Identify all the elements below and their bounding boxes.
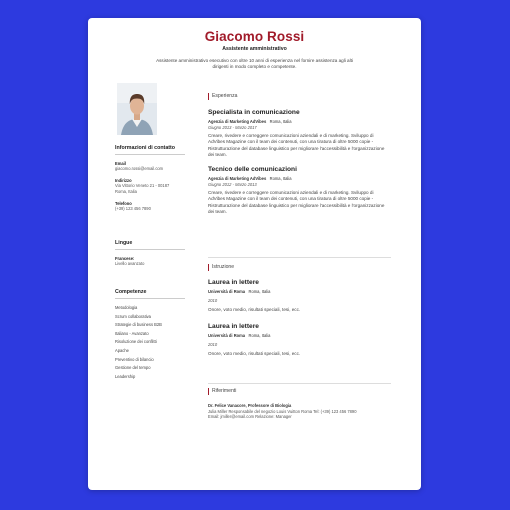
email-value: giacomo.rossi@email.com: [115, 166, 164, 171]
skill-item: Leadership: [115, 373, 136, 379]
job-description: Creare, rivedere e correggere comunicazioni aziendali e di marketing. Sviluppo di AdVibes Magazine con il team dei contenuti, con una tiratura di oltre 5000 copie -Ristrutturazione del database linguistico per migliorare l'accessibilità e l'organizzazione dei team.: [208, 190, 385, 215]
language-level: Livello avanzato: [115, 261, 145, 266]
job-company: Agenzia di Marketing AdVibes: [208, 119, 267, 124]
job-company: Agenzia di Marketing AdVibes: [208, 176, 267, 182]
school-name: Università di Roma: [208, 289, 246, 294]
contact-heading: Informazioni di contatto: [115, 145, 176, 151]
address-line2: Roma, Italia: [115, 188, 137, 194]
language-name: Francese:: [115, 256, 135, 261]
education-section: [208, 264, 391, 358]
candidate-role: Assistente amministrativo: [222, 46, 287, 52]
address-line1: Via Vittorio Veneto 21 - 00187: [115, 183, 170, 189]
school-location: Roma, Italia: [248, 289, 271, 294]
profile-summary: Assistente amministrativo esecutivo con oltre 10 anni di esperienza nel fornire assistenza agli alti dirigenti in modo completo e competente.: [156, 58, 353, 70]
experience-heading: Esperienza: [208, 93, 391, 100]
job-dates: Giugno 2013 - Marzo 2017: [208, 125, 257, 130]
education-meta: [208, 289, 391, 294]
divider: [208, 257, 391, 258]
job-meta: [208, 119, 391, 124]
job-description: Creare, rivedere e correggere comunicazioni aziendali e di marketing. Sviluppo di AdVibes Magazine con il team dei contenuti, con una tiratura di oltre 5000 copie -Ristrutturazione del database linguistico per migliorare l'accessibilità e l'organizzazione dei team.: [208, 133, 385, 157]
education-entry: [208, 279, 391, 313]
education-note: Onore, voto medio, risultati speciali, tesi, ecc.: [208, 307, 301, 312]
divider: [115, 249, 185, 250]
skill-item: Strategie di business B2B: [115, 322, 162, 328]
phone-label: Telefono: [115, 201, 132, 207]
phone-value: (+39) 123 456 7890: [115, 206, 151, 212]
education-heading: Istruzione: [208, 264, 391, 271]
resume-page: [88, 18, 421, 490]
job-meta: [208, 176, 391, 181]
reference-name: Dr. Felice Vanacore, Professore di Biologia: [208, 403, 292, 408]
job-entry: [208, 166, 391, 215]
job-title: Specialista in comunicazione: [208, 109, 300, 116]
school-name: Università di Roma: [208, 333, 246, 339]
graduation-year: 2010: [208, 342, 218, 348]
skills-heading: Competenze: [115, 289, 147, 295]
degree-title: Laurea in lettere: [208, 279, 259, 286]
skill-item: Risoluzione dei conflitti: [115, 339, 157, 345]
skill-item: Metodologia: [115, 305, 138, 310]
references-heading: Riferimenti: [208, 388, 391, 395]
reference-contact: Email: jmiller@email.com Relazione: Manager: [208, 414, 292, 420]
divider: [115, 154, 185, 155]
experience-section: [208, 93, 391, 215]
skill-item: Scrum collaborativa: [115, 313, 151, 319]
education-meta: [208, 333, 391, 338]
graduation-year: 2010: [208, 298, 218, 303]
skill-item: Preventivo di bilancio: [115, 356, 154, 362]
skill-item: Apache: [115, 347, 129, 353]
divider: [208, 383, 391, 384]
skill-item: Italiano - Avanzato: [115, 330, 149, 336]
education-entry: [208, 323, 391, 357]
references-section: [208, 388, 391, 420]
job-location: Roma, Italia: [269, 119, 292, 124]
job-entry: [208, 109, 391, 158]
languages-section: [115, 240, 185, 266]
education-note: Onore, voto medio, risultati speciali, tesi, ecc.: [208, 351, 301, 357]
languages-heading: Lingue: [115, 240, 133, 246]
contact-section: [115, 145, 185, 212]
divider: [115, 298, 185, 299]
email-label: Email: [115, 161, 126, 166]
job-location: Roma, Italia: [269, 176, 292, 182]
reference-details: Julia Miller Responsabile del negozio Louis Vuitton Roma Tel: (+39) 123 456 7890: [208, 409, 357, 414]
degree-title: Laurea in lettere: [208, 323, 259, 331]
profile-photo: [117, 83, 157, 135]
skill-item: Gestione del tempo: [115, 365, 151, 371]
skills-section: [115, 289, 185, 381]
job-title: Tecnico delle comunicazioni: [208, 166, 297, 174]
job-dates: Giugno 2012 - Marzo 2013: [208, 182, 257, 188]
address-label: Indirizzo: [115, 178, 132, 184]
school-location: Roma, Italia: [248, 333, 271, 339]
candidate-name: Giacomo Rossi: [204, 29, 305, 44]
